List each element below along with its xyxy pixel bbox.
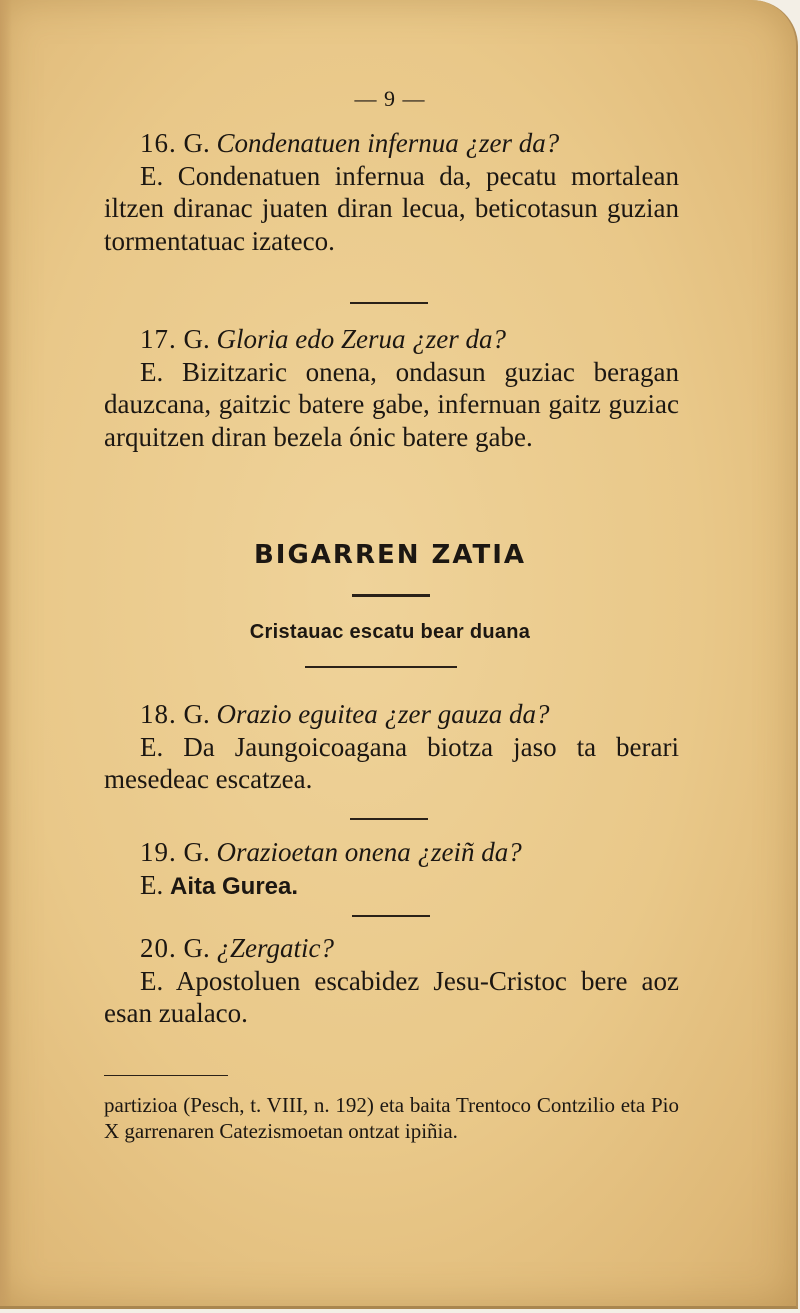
- section-title-rule: [352, 594, 430, 597]
- answer-marker: E.: [140, 160, 164, 191]
- answer-paragraph: [104, 869, 679, 904]
- answer-text: Condenatuen infernua da, pecatu mortalean iltzen diranac juaten diran lecua, beticotasun guzian tormentatuac izateco.: [104, 160, 679, 256]
- section-subtitle: Cristauac escatu bear duana: [249, 621, 531, 643]
- question-marker: G.: [183, 933, 210, 963]
- answer-paragraph: [104, 965, 679, 1030]
- answer-text: Aita Gurea.: [170, 872, 299, 900]
- qa-block-20: [104, 932, 679, 1030]
- answer-marker: E.: [140, 965, 164, 996]
- question-marker: G.: [183, 837, 210, 867]
- question-line: [104, 836, 679, 869]
- answer-text: Bizitzaric onena, ondasun guziac beragan dauzcana, gaitzic batere gabe, infernuan gaitz guziac arquitzen diran bezela ónic batere gabe.: [104, 356, 680, 452]
- page-number: — 9 —: [354, 86, 426, 111]
- question-line: [104, 127, 679, 160]
- question-number: 19.: [140, 837, 177, 867]
- divider-rule: [350, 818, 428, 820]
- question-number: 18.: [140, 699, 177, 729]
- footnote: partizioa (Pesch, t. VIII, n. 192) eta baita Trentoco Contzilio eta Pio X garrenaren Catezismoetan ontzat ipiñia.: [104, 1093, 679, 1143]
- answer-text: Da Jaungoicoagana biotza jaso ta berari mesedeac escatzea.: [104, 731, 680, 794]
- question-marker: G.: [183, 128, 210, 158]
- question-text: Condenatuen infernua ¿zer da?: [216, 128, 560, 158]
- question-text: Orazioetan onena ¿zeiñ da?: [216, 837, 522, 867]
- qa-block-19: [104, 836, 679, 903]
- qa-block-18: [104, 698, 679, 796]
- answer-marker: E.: [140, 356, 164, 387]
- question-line: [104, 698, 679, 731]
- section-title: BIGARREN ZATIA: [253, 540, 527, 570]
- question-number: 16.: [140, 128, 177, 158]
- answer-paragraph: [104, 731, 679, 796]
- qa-block-16: [104, 127, 679, 257]
- answer-marker: E.: [140, 869, 164, 900]
- question-marker: G.: [183, 699, 210, 729]
- divider-rule: [352, 915, 430, 917]
- answer-paragraph: [104, 160, 679, 258]
- qa-block-17: [104, 323, 679, 453]
- answer-paragraph: [104, 356, 679, 454]
- question-marker: G.: [183, 324, 210, 354]
- answer-marker: E.: [140, 731, 164, 762]
- answer-text: Apostoluen escabidez Jesu-Cristoc bere aoz esan zualaco.: [104, 965, 679, 1028]
- question-line: [104, 932, 679, 965]
- question-number: 17.: [140, 324, 177, 354]
- page-edge-shadow: [0, 0, 12, 1306]
- question-text: ¿Zergatic?: [216, 933, 334, 963]
- subtitle-rule: [305, 666, 457, 668]
- question-text: Gloria edo Zerua ¿zer da?: [216, 324, 506, 354]
- question-line: [104, 323, 679, 356]
- footnote-rule: [104, 1075, 228, 1076]
- question-text: Orazio eguitea ¿zer gauza da?: [216, 699, 550, 729]
- divider-rule: [350, 302, 428, 304]
- question-number: 20.: [140, 933, 177, 963]
